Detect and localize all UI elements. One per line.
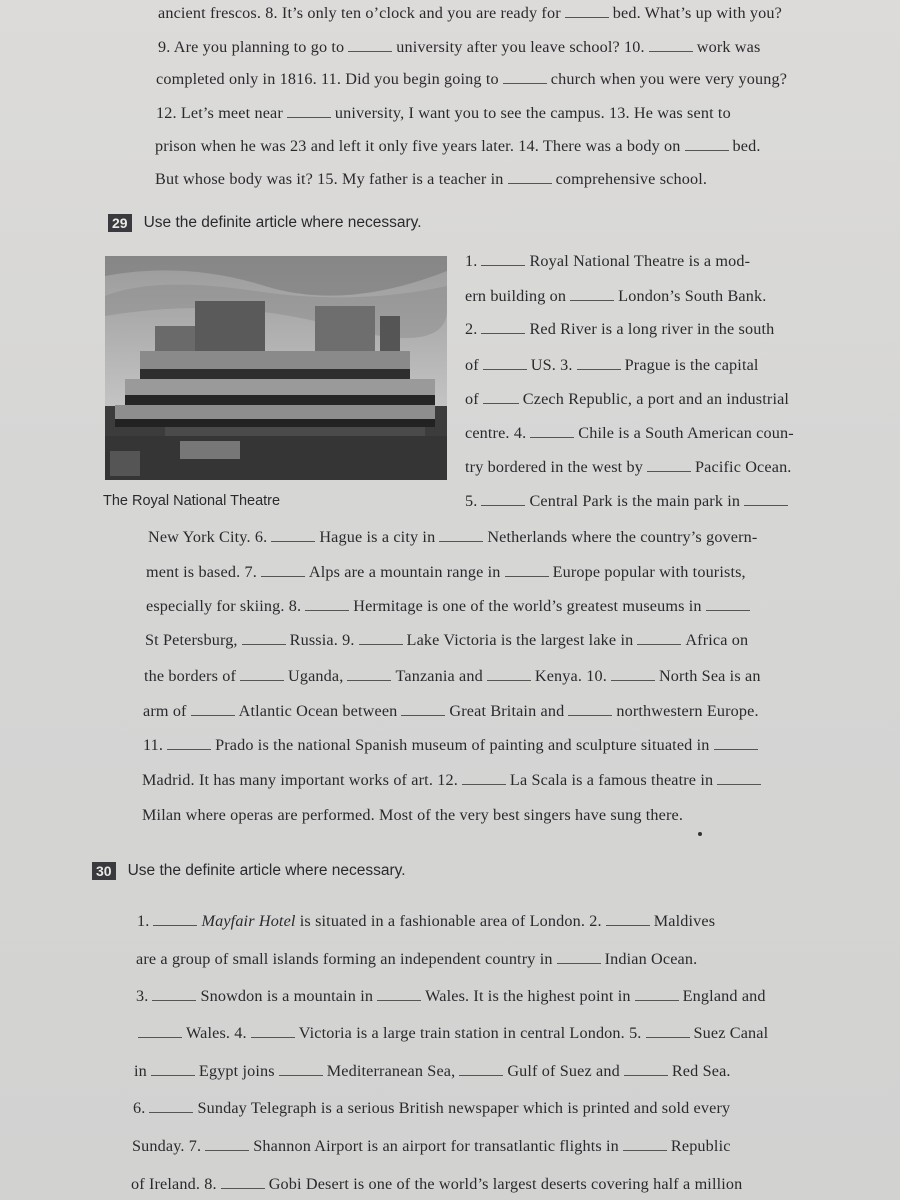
text-line: 6. Sunday Telegraph is a serious British newspaper which is printed and sold every xyxy=(133,1099,731,1117)
text-line: 3. Snowdon is a mountain in Wales. It is the highest point in England and xyxy=(136,987,766,1005)
page-speck xyxy=(698,832,702,836)
text-line: Milan where operas are performed. Most of the very best singers have sung there. xyxy=(142,806,684,824)
theatre-photo xyxy=(105,256,447,480)
exercise-instruction: Use the definite article where necessary. xyxy=(127,862,406,879)
text-line: of US. 3. Prague is the capital xyxy=(465,356,759,374)
text-line: try bordered in the west by Pacific Ocean. xyxy=(465,458,792,476)
text-line: the borders of Uganda, Tanzania and Kenya. 10. North Sea is an xyxy=(144,667,761,685)
photo-caption: The Royal National Theatre xyxy=(103,493,281,509)
text-line: 1. Mayfair Hotel is situated in a fashionable area of London. 2. Maldives xyxy=(137,912,716,930)
text-line: centre. 4. Chile is a South American coun- xyxy=(465,424,794,442)
exercise-number-badge: 30 xyxy=(92,862,116,880)
text-line: of Ireland. 8. Gobi Desert is one of the world’s largest deserts covering half a million xyxy=(131,1175,743,1193)
text-line: Madrid. It has many important works of art. 12. La Scala is a famous theatre in xyxy=(142,771,765,790)
text-line: arm of Atlantic Ocean between Great Britain and northwestern Europe. xyxy=(143,702,759,720)
exercise-29-header xyxy=(108,214,422,232)
text-line: ancient frescos. 8. It’s only ten o’clock and you are ready for bed. What’s up with you? xyxy=(158,4,782,22)
exercise-instruction: Use the definite article where necessary. xyxy=(143,214,422,231)
text-line: ern building on London’s South Bank. xyxy=(465,287,767,305)
text-line: in Egypt joins Mediterranean Sea, Gulf of Suez and Red Sea. xyxy=(134,1062,731,1080)
text-line: are a group of small islands forming an independent country in Indian Ocean. xyxy=(136,950,698,968)
text-line: St Petersburg, Russia. 9. Lake Victoria is the largest lake in Africa on xyxy=(145,631,749,649)
exercise-30-header xyxy=(92,862,406,880)
text-line: completed only in 1816. 11. Did you begin going to church when you were very young? xyxy=(156,70,788,88)
text-line: 9. Are you planning to go to university after you leave school? 10. work was xyxy=(158,38,761,56)
text-line: especially for skiing. 8. Hermitage is one of the world’s greatest museums in xyxy=(146,597,754,616)
text-line: But whose body was it? 15. My father is a teacher in comprehensive school. xyxy=(155,170,708,188)
text-line: Wales. 4. Victoria is a large train station in central London. 5. Suez Canal xyxy=(134,1024,768,1043)
text-line: 1. Royal National Theatre is a mod- xyxy=(465,252,751,270)
text-line: of Czech Republic, a port and an industrial xyxy=(465,390,790,408)
text-line: 12. Let’s meet near university, I want you to see the campus. 13. He was sent to xyxy=(156,104,731,122)
text-line: New York City. 6. Hague is a city in Netherlands where the country’s govern- xyxy=(148,528,758,546)
text-line: 11. Prado is the national Spanish museum of painting and sculpture situated in xyxy=(143,736,762,755)
text-line: 5. Central Park is the main park in xyxy=(465,492,792,511)
text-line: Sunday. 7. Shannon Airport is an airport for transatlantic flights in Republic xyxy=(132,1137,731,1155)
exercise-number-badge: 29 xyxy=(108,214,132,232)
text-line: ment is based. 7. Alps are a mountain range in Europe popular with tourists, xyxy=(146,563,746,581)
text-line: 2. Red River is a long river in the south xyxy=(465,320,775,338)
text-line: prison when he was 23 and left it only five years later. 14. There was a body on bed. xyxy=(155,137,761,155)
